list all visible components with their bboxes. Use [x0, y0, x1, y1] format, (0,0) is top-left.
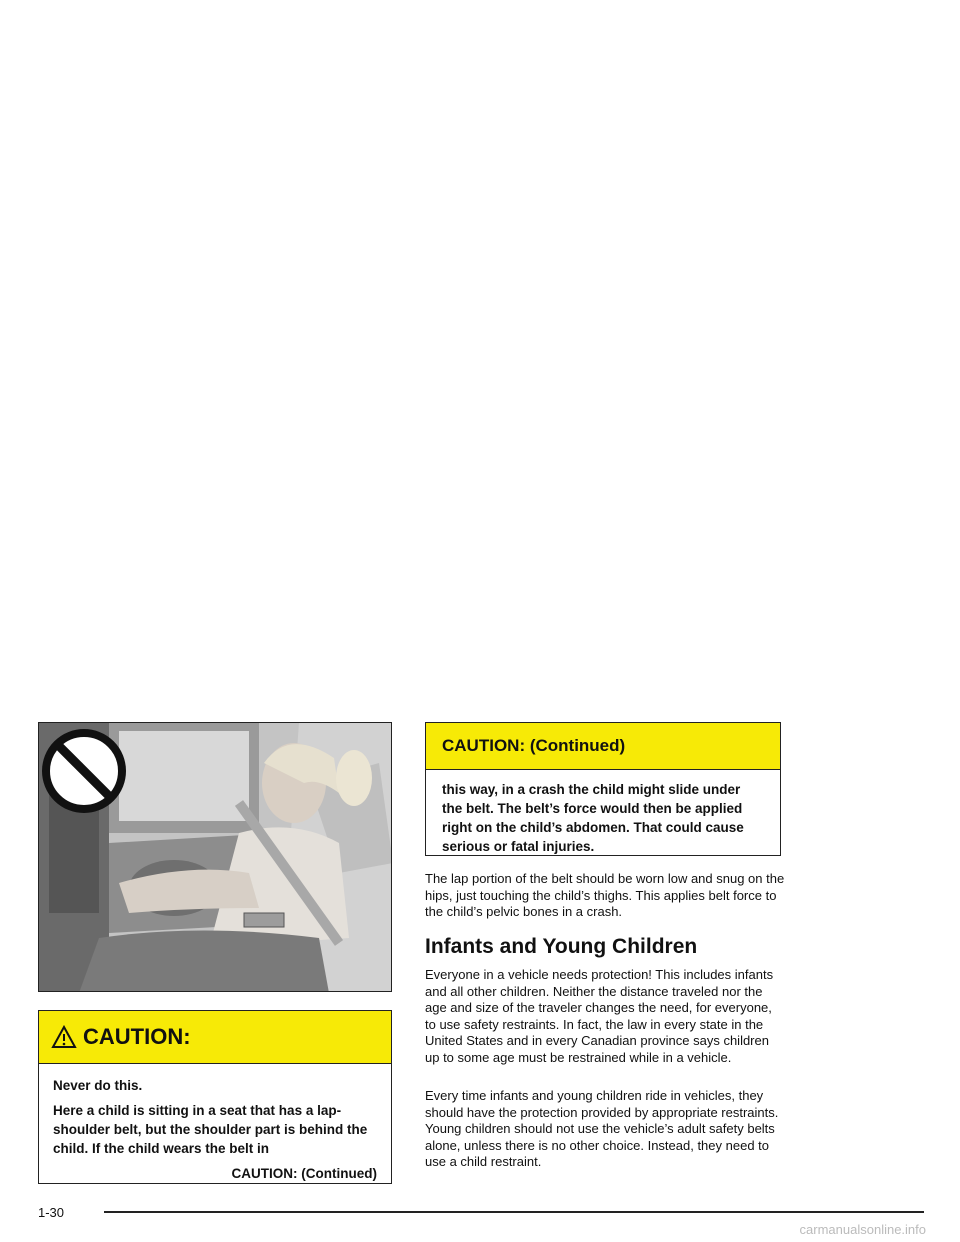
- caution-continued-title: CAUTION: (Continued): [442, 736, 626, 755]
- caution-header: [39, 1011, 391, 1064]
- illustration-child-wrong-belt: [38, 722, 392, 992]
- warning-triangle-icon: [51, 1025, 77, 1049]
- caution-line-never: Never do this.: [53, 1078, 143, 1093]
- footer-rule: [104, 1211, 924, 1213]
- paragraph-restraint: Every time infants and young children ride in vehicles, they should have the protection provided by appropriate restraints. Young children should not use the vehicle’s adult safety belts alone, unless there is no other choice. Instead, they need to use a child restraint.: [425, 1088, 779, 1170]
- caution-continued-body: this way, in a crash the child might slide under the belt. The belt’s force would then be applied right on the child’s abdomen. That could cause serious or fatal injuries.: [442, 782, 744, 854]
- caution-line-description: Here a child is sitting in a seat that has a lap-shoulder belt, but the shoulder part is behind the child. If the child wears the belt in: [53, 1103, 368, 1156]
- caution-body: [39, 1064, 391, 1183]
- caution-box-never-do-this: [38, 1010, 392, 1184]
- section-heading: Infants and Young Children: [425, 935, 698, 958]
- paragraph-lap-portion: The lap portion of the belt should be worn low and snug on the hips, just touching the child’s thighs. This applies belt force to the child’s pelvic bones in a crash.: [425, 871, 785, 920]
- caution-box-continued: [425, 722, 781, 856]
- caution-title: CAUTION:: [83, 1024, 191, 1049]
- caution-continued-header: [426, 723, 780, 770]
- illustration-drawing: [39, 723, 392, 992]
- watermark: carmanualsonline.info: [799, 1222, 926, 1237]
- paragraph-protection: Everyone in a vehicle needs protection! This includes infants and all other children. Neither the distance traveled nor the age and size of the traveler changes the need, for everyone, to use safety restraints. In fact, the law in every state in the United States and in every Canadian province says children up to some age must be restrained while in a vehicle.: [425, 967, 774, 1065]
- no-symbol-icon: [46, 733, 122, 809]
- caution-continued-label: CAUTION: (Continued): [231, 1166, 377, 1181]
- page-number: 1-30: [38, 1205, 65, 1220]
